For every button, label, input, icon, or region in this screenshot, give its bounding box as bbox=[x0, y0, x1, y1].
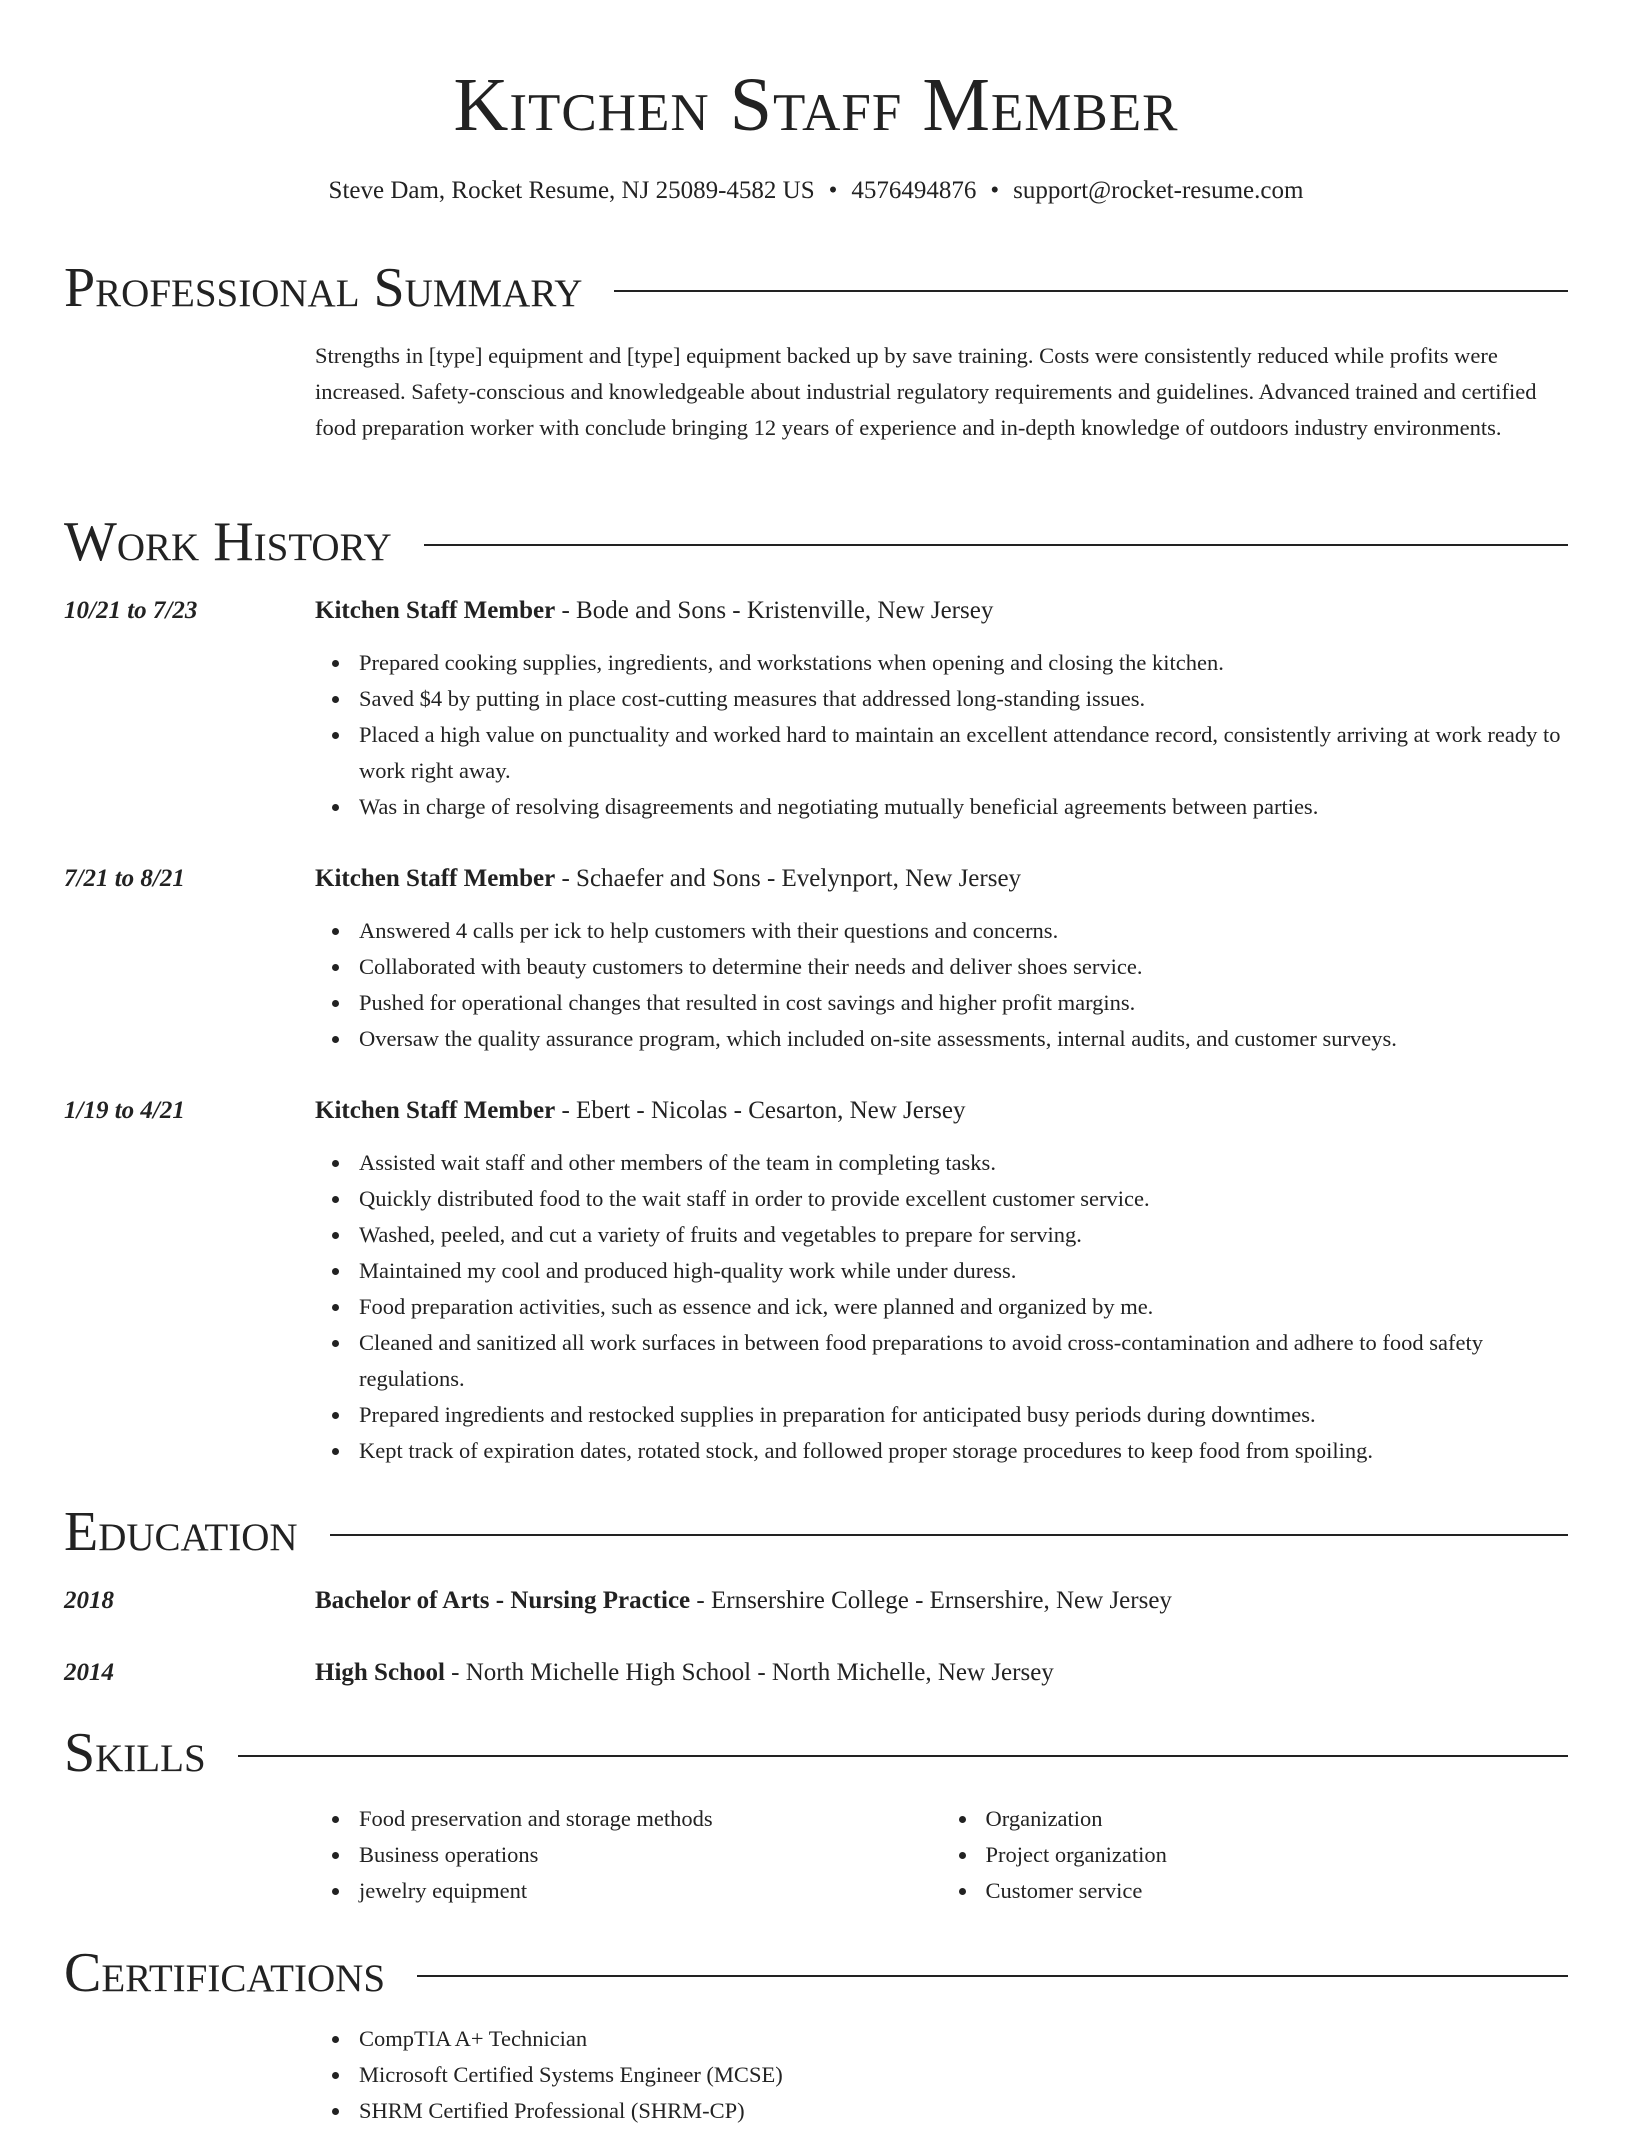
summary-body bbox=[315, 338, 1568, 446]
summary-text: Strengths in [type] equipment and [type] equipment backed up by save training. Costs were consistently reduced while profits were increased. Safety-conscious and knowledgeable about industrial regulatory requirements and guidelines. Advanced trained and certified food preparation worker with conclude bringing 12 years of experience and in-depth knowledge of outdoors industry environments. bbox=[315, 343, 1537, 440]
list-item: Microsoft Certified Systems Engineer (MCSE) bbox=[359, 2057, 1568, 2093]
job-dates: 7/21 to 8/21 bbox=[64, 865, 185, 892]
contact-phone: 4576494876 bbox=[851, 177, 977, 204]
job-dates: 1/19 to 4/21 bbox=[64, 1097, 185, 1124]
contact-line bbox=[64, 176, 1568, 206]
skills-list bbox=[315, 1801, 1568, 1909]
certifications-list bbox=[315, 2021, 1568, 2129]
section-title: Skills bbox=[64, 1722, 206, 1784]
work-section-heading bbox=[64, 512, 1568, 572]
list-item: Kept track of expiration dates, rotated stock, and followed proper storage procedures to keep food from spoiling. bbox=[359, 1433, 1568, 1469]
list-item: Prepared ingredients and restocked supplies in preparation for anticipated busy periods during downtimes. bbox=[359, 1397, 1568, 1433]
education-year: 2018 bbox=[64, 1587, 114, 1614]
section-title: Certifications bbox=[64, 1942, 386, 2004]
contact-separator: • bbox=[990, 177, 1000, 204]
section-title: Education bbox=[64, 1501, 298, 1563]
list-item: Answered 4 calls per ick to help customers with their questions and concerns. bbox=[359, 913, 1568, 949]
job-title-line bbox=[315, 1093, 1568, 1129]
list-item: Was in charge of resolving disagreements and negotiating mutually beneficial agreements between parties. bbox=[359, 789, 1568, 825]
skills-column-right bbox=[942, 1801, 1569, 1909]
job-details: - Ebert - Nicolas - Cesarton, New Jersey bbox=[555, 1097, 966, 1124]
skills-section-heading bbox=[64, 1723, 1568, 1783]
education-details: - North Michelle High School - North Michelle, New Jersey bbox=[444, 1659, 1054, 1686]
list-item: Food preservation and storage methods bbox=[359, 1801, 942, 1837]
job-title: Kitchen Staff Member bbox=[315, 597, 556, 624]
list-item: Quickly distributed food to the wait staff in order to provide excellent customer service. bbox=[359, 1181, 1568, 1217]
section-rule bbox=[614, 290, 1568, 292]
list-item: Placed a high value on punctuality and worked hard to maintain an excellent attendance record, consistently arriving at work ready to work right away. bbox=[359, 717, 1568, 789]
list-item: Business operations bbox=[359, 1837, 942, 1873]
job-bullets bbox=[315, 913, 1568, 1057]
summary-section-heading bbox=[64, 258, 1568, 318]
list-item: Organization bbox=[986, 1801, 1569, 1837]
resume-name: Kitchen Staff Member bbox=[453, 63, 1179, 147]
job-bullets bbox=[315, 1145, 1568, 1469]
list-item: Assisted wait staff and other members of the team in completing tasks. bbox=[359, 1145, 1568, 1181]
list-item: Customer service bbox=[986, 1873, 1569, 1909]
section-rule bbox=[424, 544, 1568, 546]
contact-address: Steve Dam, Rocket Resume, NJ 25089-4582 US bbox=[328, 177, 815, 204]
list-item: Washed, peeled, and cut a variety of fruits and vegetables to prepare for serving. bbox=[359, 1217, 1568, 1253]
list-item: Maintained my cool and produced high-quality work while under duress. bbox=[359, 1253, 1568, 1289]
resume-page bbox=[64, 0, 1568, 2123]
contact-email: support@rocket-resume.com bbox=[1013, 177, 1304, 204]
list-item: Cleaned and sanitized all work surfaces in between food preparations to avoid cross-contamination and adhere to food safety regulations. bbox=[359, 1325, 1568, 1397]
job-details: - Schaefer and Sons - Evelynport, New Jersey bbox=[555, 865, 1022, 892]
list-item: Oversaw the quality assurance program, which included on-site assessments, internal audits, and customer surveys. bbox=[359, 1021, 1568, 1057]
job-bullets bbox=[315, 645, 1568, 825]
list-item: jewelry equipment bbox=[359, 1873, 942, 1909]
job-dates: 10/21 to 7/23 bbox=[64, 597, 198, 624]
section-rule bbox=[330, 1534, 1568, 1536]
education-degree: Bachelor of Arts - Nursing Practice bbox=[315, 1587, 691, 1614]
list-item: Saved $4 by putting in place cost-cutting measures that addressed long-standing issues. bbox=[359, 681, 1568, 717]
job-title-line bbox=[315, 861, 1568, 897]
list-item: SHRM Certified Professional (SHRM-CP) bbox=[359, 2093, 1568, 2129]
list-item: Prepared cooking supplies, ingredients, and workstations when opening and closing the kitchen. bbox=[359, 645, 1568, 681]
list-item: CompTIA A+ Technician bbox=[359, 2021, 1568, 2057]
list-item: Pushed for operational changes that resulted in cost savings and higher profit margins. bbox=[359, 985, 1568, 1021]
education-title-line bbox=[315, 1655, 1568, 1691]
job-details: - Bode and Sons - Kristenville, New Jersey bbox=[555, 597, 994, 624]
job-title: Kitchen Staff Member bbox=[315, 1097, 556, 1124]
skills-column-left bbox=[315, 1801, 942, 1909]
education-details: - Ernsershire College - Ernsershire, New Jersey bbox=[690, 1587, 1172, 1614]
section-title: Work History bbox=[64, 511, 392, 573]
certifications-section-heading bbox=[64, 1943, 1568, 2003]
education-title-line bbox=[315, 1583, 1568, 1619]
education-year: 2014 bbox=[64, 1659, 114, 1686]
education-section-heading bbox=[64, 1502, 1568, 1562]
job-title-line bbox=[315, 593, 1568, 629]
section-rule bbox=[417, 1975, 1568, 1977]
section-title: Professional Summary bbox=[64, 257, 583, 319]
list-item: Food preparation activities, such as essence and ick, were planned and organized by me. bbox=[359, 1289, 1568, 1325]
education-degree: High School bbox=[315, 1659, 445, 1686]
section-rule bbox=[238, 1755, 1568, 1757]
contact-separator: • bbox=[828, 177, 838, 204]
list-item: Project organization bbox=[986, 1837, 1569, 1873]
list-item: Collaborated with beauty customers to determine their needs and deliver shoes service. bbox=[359, 949, 1568, 985]
job-title: Kitchen Staff Member bbox=[315, 865, 556, 892]
